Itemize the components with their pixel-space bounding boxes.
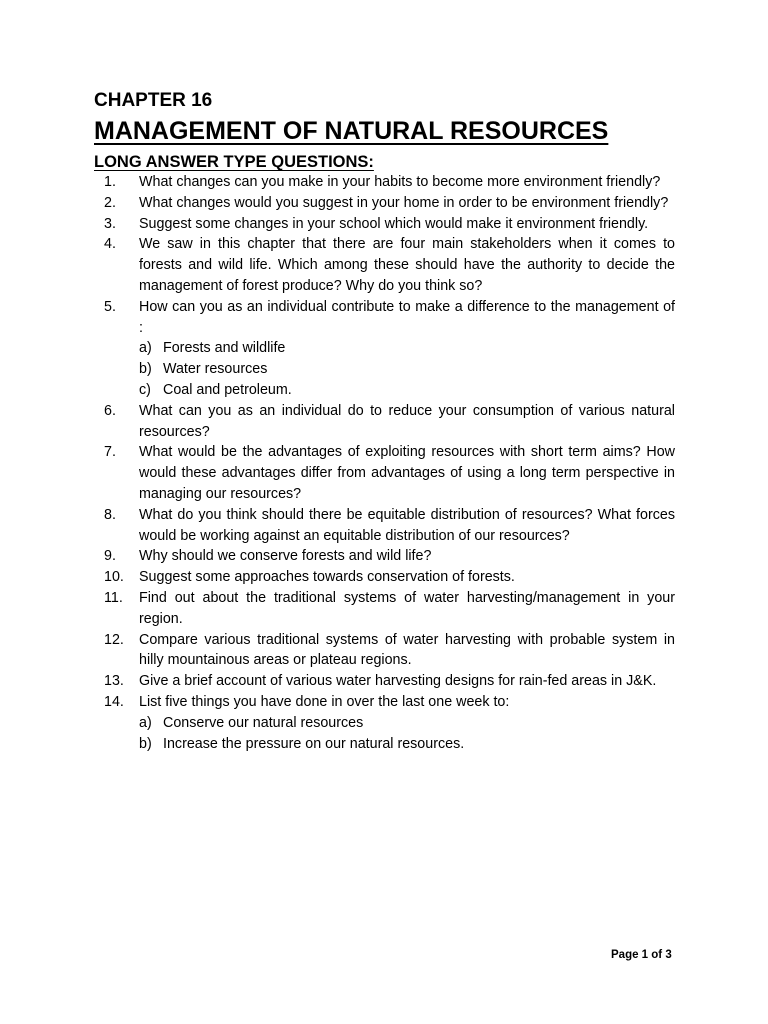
question-number: 12. [104,631,124,648]
question-text: Find out about the traditional systems of water harvesting/management in your region. [139,589,675,627]
question-text: List five things you have done in over the last one week to: [139,693,510,710]
sub-question-item [139,380,675,401]
question-number: 9. [104,548,116,565]
question-item [104,505,675,547]
question-text: What can you as an individual do to reduce your consumption of various natural resources? [139,402,675,440]
question-item [104,172,675,193]
question-number: 8. [104,506,116,523]
question-number: 5. [104,298,116,315]
sub-question-text: Water resources [163,361,268,378]
section-heading: LONG ANSWER TYPE QUESTIONS: [94,153,374,171]
question-text: How can you as an individual contribute to make a difference to the management of : [139,298,675,336]
question-text: Suggest some approaches towards conservation of forests. [139,569,515,586]
question-item [104,630,675,672]
question-item [104,214,675,235]
question-item [104,442,675,504]
question-number: 13. [104,673,124,690]
sub-question-list [139,338,675,400]
question-number: 4. [104,236,116,253]
sub-question-marker: a) [139,340,152,357]
question-item [104,401,675,443]
sub-question-item [139,734,675,755]
question-number: 3. [104,215,116,232]
question-text: What do you think should there be equitable distribution of resources? What forces would be working against an equitable distribution of our resources? [139,506,675,544]
sub-question-list [139,713,675,755]
question-number: 10. [104,569,124,586]
page-number: Page 1 of 3 [611,949,672,961]
page-title: MANAGEMENT OF NATURAL RESOURCES [94,117,609,145]
sub-question-text: Coal and petroleum. [163,381,292,398]
question-number: 14. [104,693,124,710]
question-item [104,193,675,214]
question-text: We saw in this chapter that there are four main stakeholders when it comes to forests and wild life. Which among these should have the authority to decide the management of forest produce? Why do you think so? [139,236,675,294]
question-text: What changes can you make in your habits to become more environment friendly? [139,174,661,190]
question-text: Suggest some changes in your school which would make it environment friendly. [139,215,649,232]
question-text: What changes would you suggest in your home in order to be environment friendly? [139,194,669,211]
sub-question-text: Increase the pressure on our natural resources. [163,735,465,752]
sub-question-text: Conserve our natural resources [163,714,364,731]
question-number: 11. [104,589,123,606]
sub-question-marker: a) [139,714,152,731]
question-number: 2. [104,194,116,211]
sub-question-marker: b) [139,361,152,378]
question-item [104,692,675,754]
question-text: What would be the advantages of exploiting resources with short term aims? How would these advantages differ from advantages of using a long term perspective in managing our resources? [139,444,675,502]
question-item [104,234,675,296]
question-number: 1. [104,174,116,190]
question-item [104,671,675,692]
question-text: Compare various traditional systems of water harvesting with probable system in hilly mountainous areas or plateau regions. [139,631,675,669]
sub-question-item [139,338,675,359]
sub-question-marker: b) [139,735,152,752]
question-text: Give a brief account of various water harvesting designs for rain-fed areas in J&K. [139,673,657,690]
question-text: Why should we conserve forests and wild life? [139,548,432,565]
sub-question-marker: c) [139,381,151,398]
question-number: 7. [104,444,116,461]
question-list [104,172,675,754]
chapter-heading: CHAPTER 16 [94,90,213,111]
sub-question-item [139,359,675,380]
sub-question-item [139,713,675,734]
sub-question-text: Forests and wildlife [163,340,286,357]
question-item [104,546,675,567]
question-number: 6. [104,402,116,419]
question-item [104,588,675,630]
question-item [104,297,675,401]
question-item [104,567,675,588]
